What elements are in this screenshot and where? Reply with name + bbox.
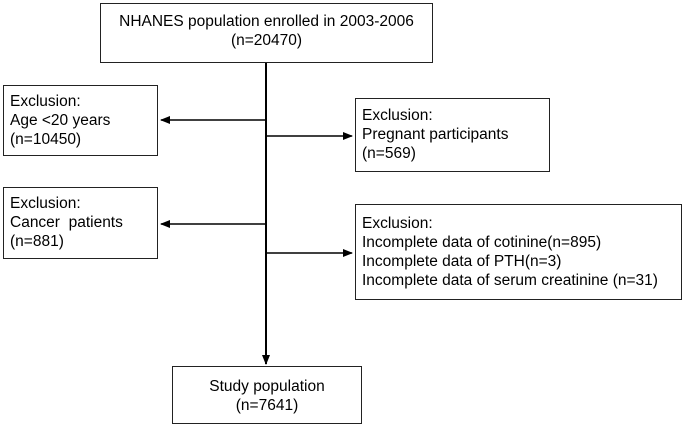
- pregnant-exclusion-count: (n=569): [362, 145, 416, 162]
- cancer-exclusion-reason: Cancer patients: [10, 214, 123, 231]
- cancer-exclusion-title: Exclusion:: [10, 195, 81, 212]
- enrolled-population-box: [100, 3, 433, 63]
- incomplete-pth: Incomplete data of PTH(n=3): [362, 253, 562, 270]
- study-population-count: (n=7641): [235, 397, 299, 414]
- age-exclusion-reason: Age <20 years: [10, 112, 111, 129]
- study-population-box: [172, 366, 362, 424]
- incomplete-cotinine: Incomplete data of cotinine(n=895): [362, 234, 602, 251]
- pregnant-exclusion-reason: Pregnant participants: [362, 126, 509, 143]
- age-exclusion-count: (n=10450): [10, 131, 82, 148]
- age-exclusion-title: Exclusion:: [10, 93, 81, 110]
- pregnant-exclusion-box: [355, 98, 550, 172]
- pregnant-exclusion-title: Exclusion:: [362, 107, 433, 124]
- study-population-label: Study population: [209, 378, 325, 395]
- enrolled-population-label: NHANES population enrolled in 2003-2006: [119, 13, 414, 30]
- enrolled-population-count: (n=20470): [230, 32, 303, 49]
- incomplete-data-exclusion-box: [355, 204, 682, 300]
- incomplete-exclusion-title: Exclusion:: [362, 215, 433, 232]
- cancer-exclusion-count: (n=881): [10, 233, 64, 250]
- incomplete-serum-creatinine: Incomplete data of serum creatinine (n=31): [362, 272, 658, 289]
- cancer-exclusion-box: [3, 187, 158, 259]
- age-exclusion-box: [3, 85, 158, 156]
